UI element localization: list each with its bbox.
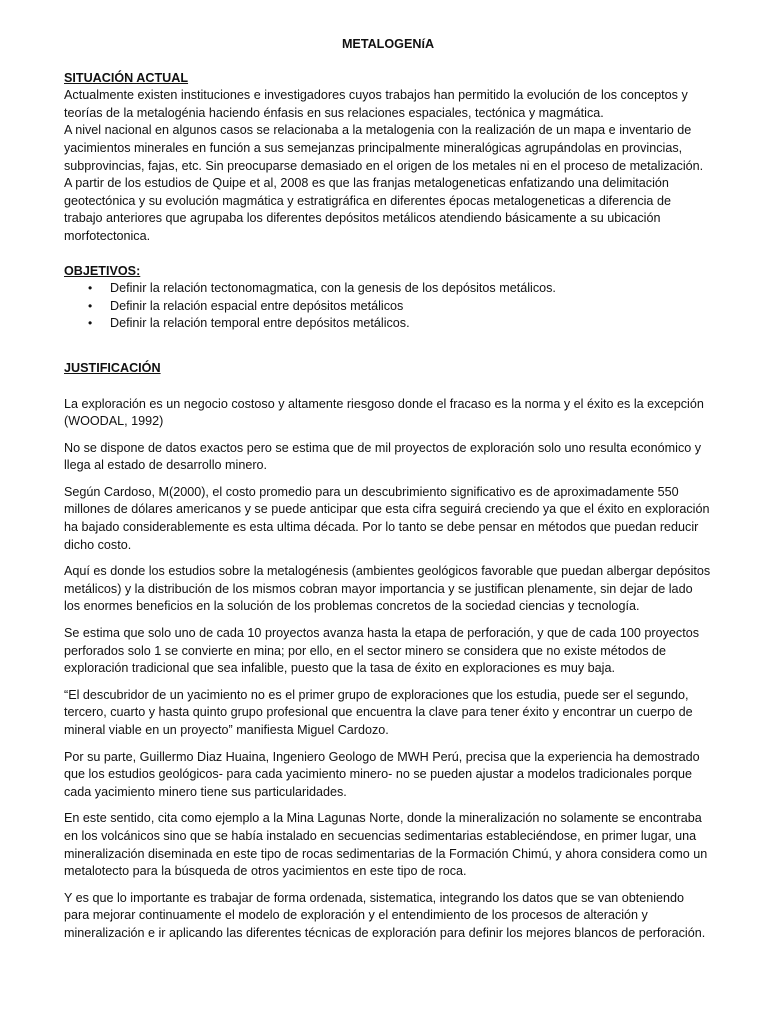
- situacion-paragraph: A partir de los estudios de Quipe et al, 2008 es que las franjas metalogeneticas enfatizando una delimitación geotectónica y su evolución magmática y estratigráfica en diferentes épocas metalogeneticas a diferencia de trabajo anteriores que agrupaba los diferentes depósitos metálicos atendiendo básicamente a su ubicación morfotectonica.: [64, 176, 671, 243]
- situacion-heading: SITUACIÓN ACTUAL: [64, 70, 189, 85]
- section-gap: [64, 333, 712, 360]
- justificacion-paragraph: Se estima que solo uno de cada 10 proyectos avanza hasta la etapa de perforación, y que de cada 100 proyectos perforados solo 1 se convierte en mina; por ello, en el sector minero se considera que no existe métodos de exploración tradicional que sea infalible, puesto que la tasa de éxito en exploraciones es muy baja.: [64, 626, 700, 676]
- list-item-text: Definir la relación temporal entre depósitos metálicos.: [110, 316, 410, 331]
- objetivos-section: [64, 263, 712, 333]
- document-title: METALOGENíA: [341, 37, 435, 51]
- bullet-icon: •: [88, 281, 93, 296]
- list-item: [88, 315, 712, 333]
- section-gap: [64, 246, 712, 263]
- bullet-icon: •: [88, 316, 93, 331]
- justificacion-paragraph: La exploración es un negocio costoso y altamente riesgoso donde el fracaso es la norma y el éxito es la excepción (WOODAL, 1992): [64, 396, 704, 429]
- list-item-text: Definir la relación espacial entre depósitos metálicos: [110, 298, 404, 313]
- objetivos-heading: OBJETIVOS:: [64, 263, 141, 278]
- list-item-text: Definir la relación tectonomagmatica, con la genesis de los depósitos metálicos.: [110, 281, 556, 296]
- list-item: [88, 298, 712, 316]
- justificacion-heading: JUSTIFICACIÓN: [64, 360, 161, 375]
- justificacion-paragraph: En este sentido, cita como ejemplo a la Mina Lagunas Norte, donde la mineralización no solamente se encontraba en los volcánicos sino que se había instalado en secuencias sedimentarias estableciéndose, en primer lugar, una mineralización diseminada en este tipo de rocas sedimentarias de la Formación Chimú, y ahora considera como un metalotecto para la búsqueda de otros yacimientos en este tipo de roca.: [64, 811, 708, 879]
- justificacion-paragraph: Y es que lo importante es trabajar de forma ordenada, sistematica, integrando los datos que se van obteniendo para mejorar continuamente el modelo de exploración y el entendimiento de los procesos de alteración y mineralización e ir aplicando las diferentes técnicas de exploración para definir los mejores blancos de perforación.: [64, 890, 706, 940]
- justificacion-paragraph: No se dispone de datos exactos pero se estima que de mil proyectos de exploración solo uno resulta económico y llega al estado de desarrollo minero.: [64, 440, 702, 473]
- justificacion-paragraph: Según Cardoso, M(2000), el costo promedio para un descubrimiento significativo es de aproximadamente 550 millones de dólares americanos y se puede anticipar que esta cifra seguirá creciendo ya que el éxito en exploración ha bajado considerablemente es esta ultima década. Por lo tanto se debe pensar en métodos que puedan reducir dicho costo.: [64, 484, 710, 552]
- justificacion-paragraph: “El descubridor de un yacimiento no es el primer grupo de exploraciones que los estudia, puede ser el segundo, tercero, cuarto y hasta quinto grupo profesional que encuentra la clave para tener éxito y encontrar un cuerpo de mineral viable en un proyecto” manifiesta Miguel Cardozo.: [64, 687, 693, 737]
- bullet-icon: •: [88, 298, 93, 313]
- justificacion-section: [64, 360, 712, 943]
- situacion-section: [64, 70, 712, 246]
- objetivos-list: [64, 280, 712, 333]
- situacion-paragraph: A nivel nacional en algunos casos se relacionaba a la metalogenia con la realización de un mapa e inventario de yacimientos minerales en función a sus semejanzas principalmente mineralógicas agrupándolas en provincias, subprovincias, fajas, etc. Sin preocuparse demasiado en el origen de los metales ni en el proceso de metalización.: [64, 123, 704, 173]
- list-item: [88, 280, 712, 298]
- justificacion-paragraph: Aquí es donde los estudios sobre la metalogénesis (ambientes geológicos favorable que puedan albergar depósitos metálicos) y la distribución de los mismos cobran mayor importancia y se justifican plenamente, sin dejar de lado los enormes beneficios en la solución de los problemas concretos de la sociedad ciencias y tecnología.: [64, 564, 711, 614]
- situacion-paragraph: Actualmente existen instituciones e investigadores cuyos trabajos han permitido la evolución de los conceptos y teorías de la metalogénia haciendo énfasis en sus relaciones espaciales, tectónica y magmática.: [64, 88, 688, 120]
- justificacion-paragraph: Por su parte, Guillermo Diaz Huaina, Ingeniero Geologo de MWH Perú, precisa que la experiencia ha demostrado que los estudios geológicos- para cada yacimiento minero- no se pueden ajustar a modelos tradicionales porque cada yacimiento minero tiene sus particularidades.: [64, 749, 700, 799]
